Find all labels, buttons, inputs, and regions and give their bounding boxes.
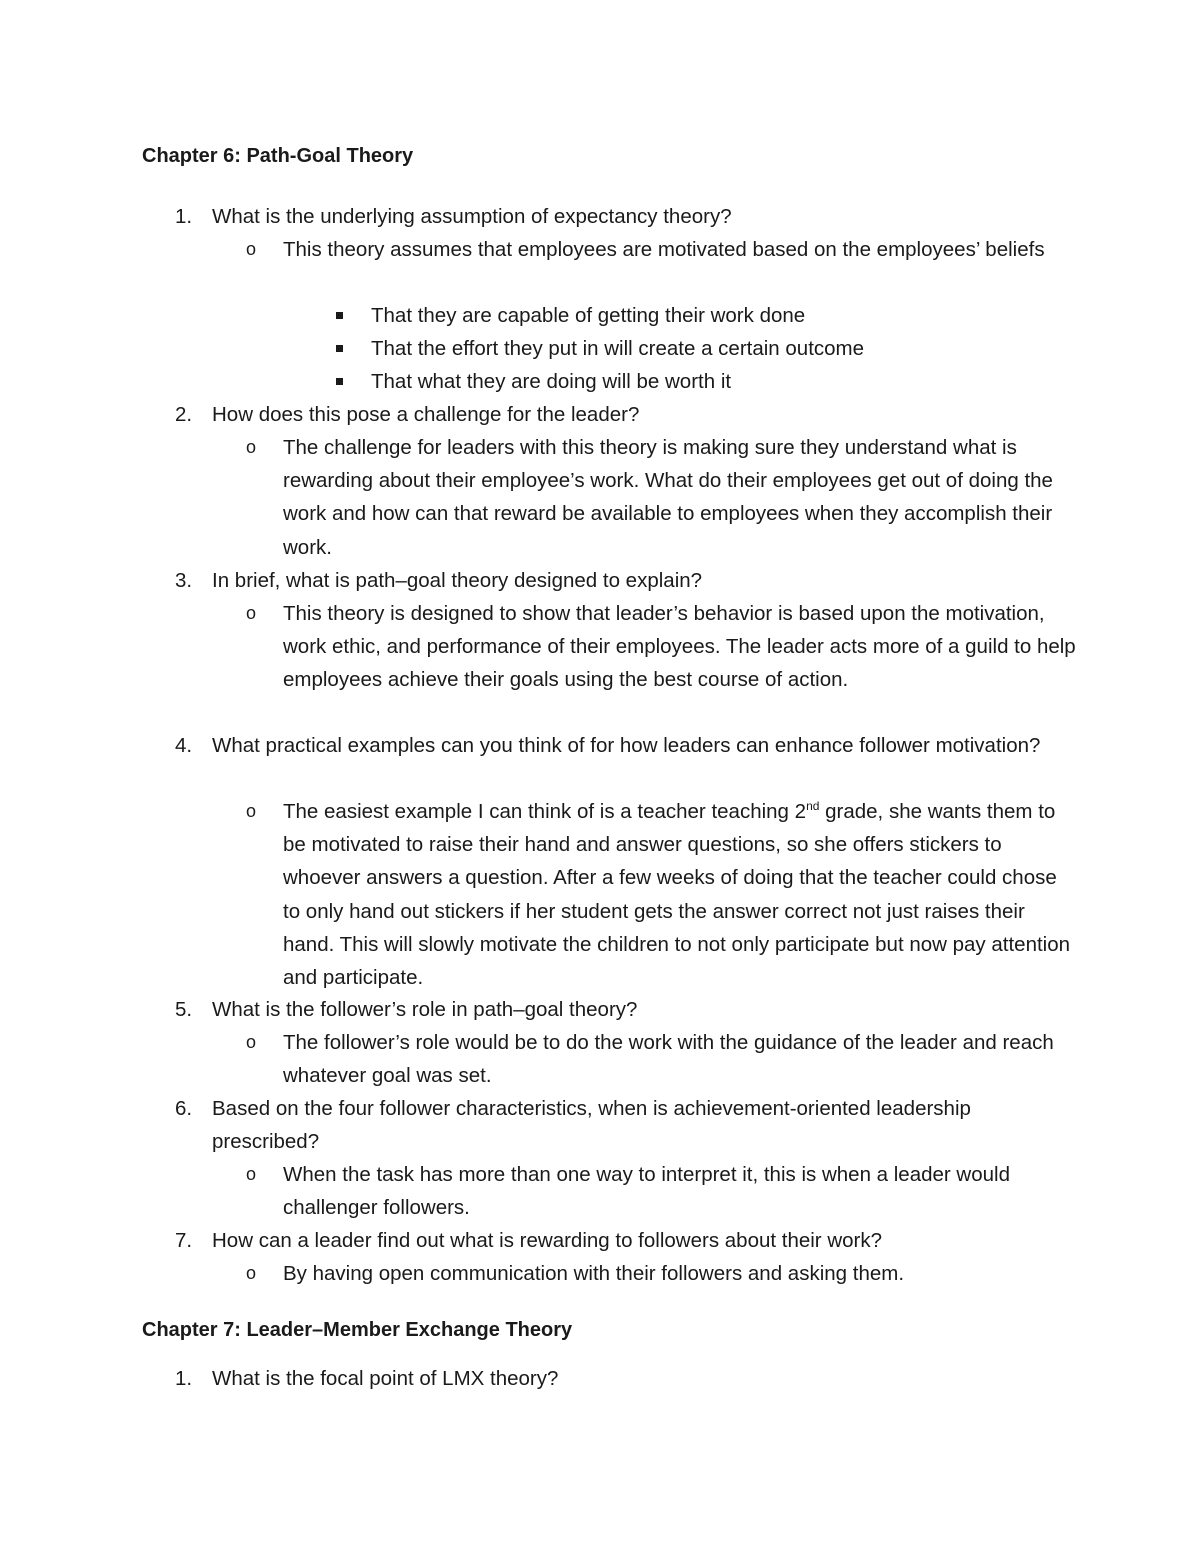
answer-item <box>246 1026 1076 1092</box>
sub-point-item <box>336 365 1076 398</box>
question-text: What practical examples can you think of for how leaders can enhance follower motivation? <box>212 734 1041 757</box>
question-number: 5. <box>175 998 193 1021</box>
answer-text: When the task has more than one way to interpret it, this is when a leader would challenger followers. <box>283 1163 1010 1220</box>
question-number: 7. <box>175 1229 193 1252</box>
sub-point-text: That the effort they put in will create a certain outcome <box>371 337 865 360</box>
square-bullet-icon <box>336 378 343 385</box>
chapter-7-heading: Chapter 7: Leader–Member Exchange Theory <box>142 1319 573 1341</box>
question-text: In brief, what is path–goal theory designed to explain? <box>212 569 703 592</box>
answer-text: The follower’s role would be to do the work with the guidance of the leader and reach whatever goal was set. <box>283 1031 1054 1088</box>
answer-item <box>246 597 1076 697</box>
square-bullet-icon <box>336 345 343 352</box>
question-item <box>175 1224 1075 1257</box>
answer-item <box>246 233 1076 266</box>
circle-bullet-icon: o <box>246 1263 257 1283</box>
question-text: How does this pose a challenge for the leader? <box>212 403 640 426</box>
answer-item <box>246 1158 1076 1224</box>
circle-bullet-icon: o <box>246 603 257 623</box>
answer-item <box>246 1257 1076 1290</box>
question-item <box>175 993 1075 1026</box>
ordinal-suffix: nd <box>806 799 820 814</box>
sub-point-text: That they are capable of getting their work done <box>371 304 806 327</box>
question-item <box>175 1362 1075 1395</box>
sub-point-item <box>336 332 1076 365</box>
square-bullet-icon <box>336 312 343 319</box>
answer-item <box>246 431 1076 564</box>
question-item <box>175 398 1075 431</box>
question-text: What is the focal point of LMX theory? <box>212 1367 559 1390</box>
circle-bullet-icon: o <box>246 437 257 457</box>
answer-text: The challenge for leaders with this theory is making sure they understand what is rewarding about their employee’s work. What do their employees get out of doing the work and how can that reward be available to employees when they accomplish their work. <box>283 436 1053 559</box>
answer-item <box>246 795 1076 994</box>
question-number: 4. <box>175 734 193 757</box>
question-number: 3. <box>175 569 193 592</box>
answer-text: By having open communication with their followers and asking them. <box>283 1262 905 1285</box>
question-item <box>175 729 1075 762</box>
question-number: 1. <box>175 205 193 228</box>
sub-point-item <box>336 299 1076 332</box>
question-item <box>175 200 1075 233</box>
question-item <box>175 1092 1075 1158</box>
answer-text-rest: grade, she wants them to be motivated to raise their hand and answer questions, so she offers stickers to whoever answers a question. After a few weeks of doing that the teacher could chose to only hand out stickers if her student gets the answer correct not just raises their hand. This will slowly motivate the children to not only participate but now pay attention and participate. <box>283 800 1071 990</box>
answer-text-start: The easiest example I can think of is a teacher teaching 2 <box>283 800 807 823</box>
circle-bullet-icon: o <box>246 239 257 259</box>
question-text: What is the follower’s role in path–goal theory? <box>212 998 638 1021</box>
sub-point-text: That what they are doing will be worth it <box>371 370 732 393</box>
circle-bullet-icon: o <box>246 1164 257 1184</box>
answer-text <box>283 795 1076 994</box>
question-item <box>175 564 1075 597</box>
question-number: 2. <box>175 403 193 426</box>
circle-bullet-icon: o <box>246 801 257 821</box>
chapter-6-heading: Chapter 6: Path-Goal Theory <box>142 145 414 167</box>
question-text: What is the underlying assumption of expectancy theory? <box>212 205 732 228</box>
answer-text: This theory assumes that employees are motivated based on the employees’ beliefs <box>283 238 1045 261</box>
question-text: How can a leader find out what is rewarding to followers about their work? <box>212 1229 883 1252</box>
question-number: 1. <box>175 1367 193 1390</box>
question-text: Based on the four follower characteristics, when is achievement-oriented leadership prescribed? <box>212 1097 971 1154</box>
question-number: 6. <box>175 1097 193 1120</box>
answer-text: This theory is designed to show that leader’s behavior is based upon the motivation, work ethic, and performance of their employees. The leader acts more of a guild to help employees achieve their goals using the best course of action. <box>283 602 1076 692</box>
circle-bullet-icon: o <box>246 1032 257 1052</box>
